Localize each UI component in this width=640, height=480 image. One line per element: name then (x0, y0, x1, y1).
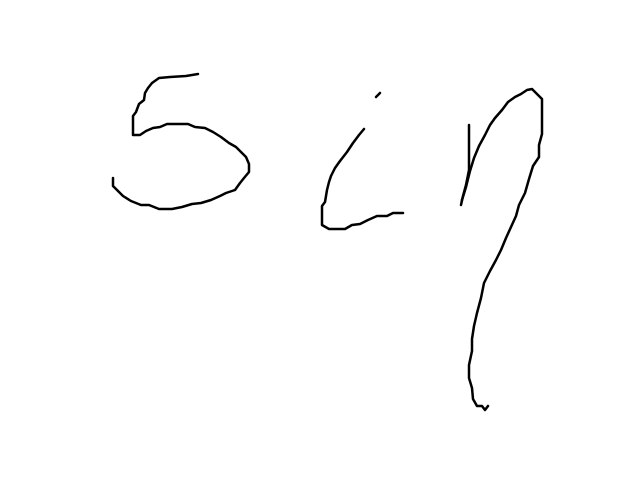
five-top-bar-stroke (113, 74, 249, 209)
i-dot-stroke (376, 93, 380, 97)
i-body-stroke (322, 129, 403, 229)
handwritten-q (461, 89, 542, 410)
q-body-stroke (462, 89, 542, 410)
handwritten-five (113, 74, 249, 209)
handwritten-i (322, 93, 403, 229)
